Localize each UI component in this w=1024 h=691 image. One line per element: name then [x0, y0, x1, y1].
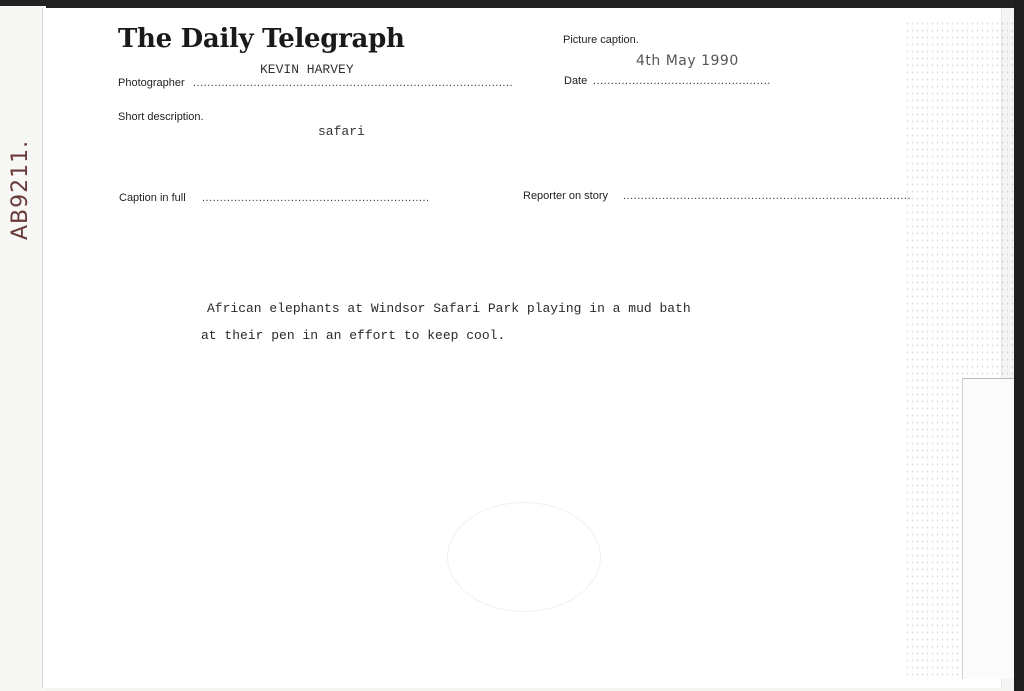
- short-description-label: Short description.: [118, 111, 204, 123]
- caption-in-full-dotted-line: ................................................................: [202, 192, 430, 204]
- photographer-label: Photographer: [118, 77, 185, 89]
- side-reference-number: AB9211.: [8, 139, 33, 240]
- caption-text-line-1: African elephants at Windsor Safari Park playing in a mud bath: [207, 301, 691, 316]
- photographer-dotted-line: ..........................................................................................: [193, 77, 514, 89]
- folded-corner: [962, 378, 1021, 679]
- photographer-value: KEVIN HARVEY: [260, 62, 354, 77]
- scan-top-edge: [0, 0, 1024, 8]
- scan-right-edge: [1014, 0, 1024, 691]
- short-description-value: safari: [318, 124, 365, 139]
- caption-in-full-label: Caption in full: [119, 192, 186, 204]
- reporter-on-story-label: Reporter on story: [523, 190, 608, 202]
- picture-caption-label: Picture caption.: [563, 34, 639, 46]
- date-dotted-line: ..................................................: [593, 75, 771, 87]
- backing-sheet: [0, 6, 46, 691]
- newspaper-masthead: The Daily Telegraph: [118, 24, 405, 54]
- reporter-dotted-line: .................................................................................: [623, 190, 912, 202]
- date-label: Date: [564, 75, 588, 87]
- faint-stamp-mark: [447, 502, 601, 612]
- date-value: 4th May 1990: [636, 53, 739, 69]
- caption-text-line-2: at their pen in an effort to keep cool.: [201, 328, 506, 343]
